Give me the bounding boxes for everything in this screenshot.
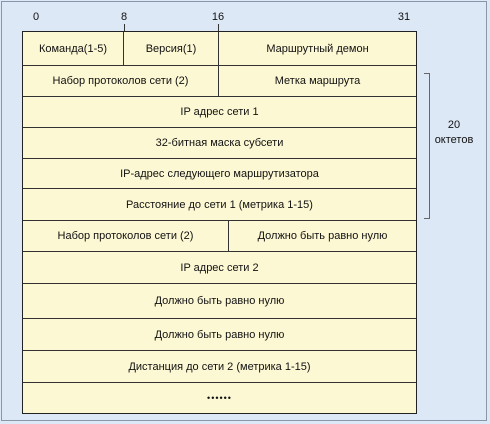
metric-1-field: Расстояние до сети 1 (метрика 1-15): [126, 198, 313, 211]
octets-unit: октетов: [434, 134, 474, 146]
rip-packet-table: [22, 31, 417, 414]
ip-address-2-field: IP адрес сети 2: [180, 261, 259, 274]
row-subnet-mask: [23, 128, 416, 159]
command-field: Команда(1-5): [23, 32, 124, 65]
next-hop-field: IP-адрес следующего маршрутизатора: [120, 167, 319, 180]
bit-label-16: 16: [211, 11, 225, 23]
must-be-zero-field: Должно быть равно нулю: [257, 230, 388, 242]
must-be-zero-1-field: Должно быть равно нулю: [154, 295, 285, 307]
must-be-zero-2-field: Должно быть равно нулю: [154, 328, 285, 341]
row-zero-2: [23, 319, 416, 351]
octets-annotation: [432, 118, 476, 148]
route-tag-field: Метка маршрута: [274, 75, 361, 87]
metric-2-field: Дистанция до сети 2 (метрика 1-15): [128, 360, 311, 373]
row-ip-address-1: [23, 97, 416, 128]
row-next-hop: [23, 159, 416, 189]
subnet-mask-field: 32-битная маска субсети: [155, 137, 284, 149]
row-continuation: [23, 383, 416, 413]
row-header: [23, 32, 416, 66]
row-metric-2: [23, 351, 416, 383]
bit-label-8: 8: [120, 11, 128, 23]
octets-bracket: [424, 73, 430, 219]
row-zero-1: [23, 284, 416, 319]
routing-daemon-field: Маршрутный демон: [266, 42, 369, 55]
row-metric-1: [23, 189, 416, 221]
bit-label-0: 0: [32, 11, 40, 23]
version-field: Версия(1): [124, 32, 219, 65]
ip-address-1-field: IP адрес сети 1: [180, 106, 259, 118]
octets-count: 20: [447, 119, 461, 131]
row-ip-address-2: [23, 252, 416, 284]
row-family-tag-1: [23, 66, 416, 97]
address-family-field: Набор протоколов сети (2): [23, 66, 219, 96]
continuation-dots: ••••••: [207, 393, 232, 403]
bit-label-31: 31: [397, 11, 411, 23]
address-family-2-field: Набор протоколов сети (2): [23, 221, 229, 251]
row-family-zero: [23, 221, 416, 252]
